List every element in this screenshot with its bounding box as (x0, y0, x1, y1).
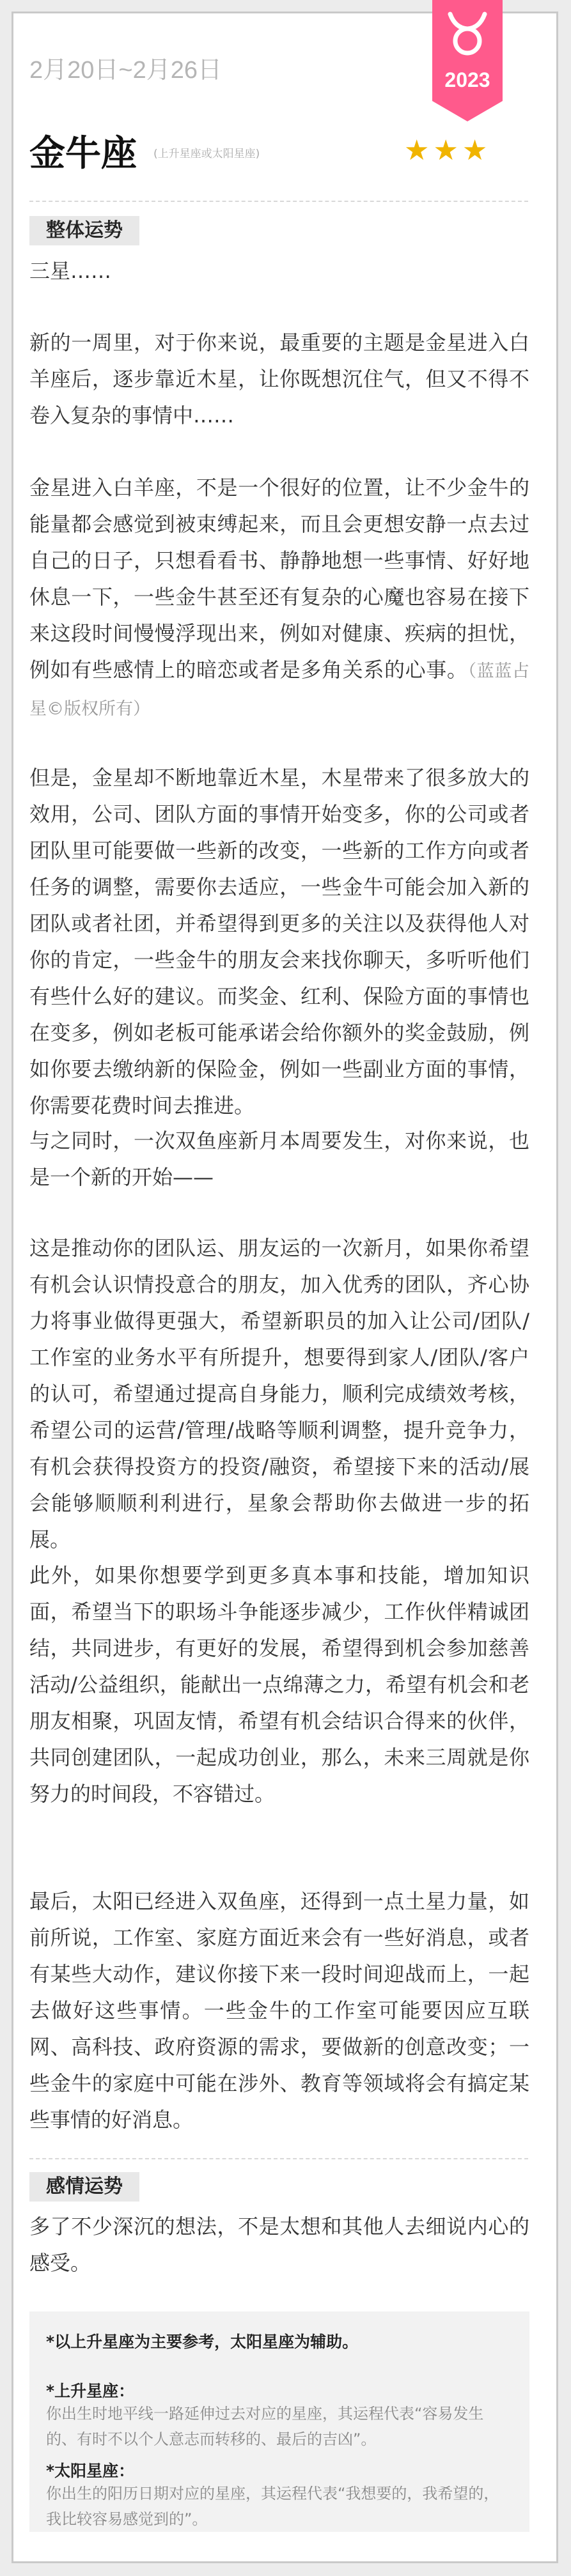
sign-subtitle: (上升星座或太阳星座) (153, 148, 260, 160)
date-range: 2月20日~2月26日 (29, 57, 222, 84)
note-main: *以上升星座为主要参考，太阳星座为辅助。 (46, 2333, 359, 2351)
overall-paragraph-7: 此外，如果你想要学到更多真本事和技能，增加知识面，希望当下的职场斗争能逐步减少，工作伙伴精诚团结，共同进步，有更好的发展，希望得到机会参加慈善活动/公益组织，能献出一点绵薄之力，希望有机会和老朋友相聚，巩固友情，希望有机会结识合得来的伙伴，共同创建团队，一起成功创业，那么，未来三周就是你努力的时间段，不容错过。 (29, 1563, 529, 1806)
overall-paragraph-1: 三星…… (29, 259, 112, 283)
section-tag-love: 感情运势 (29, 2172, 139, 2202)
overall-paragraph-8: 最后，太阳已经进入双鱼座，还得到一点土星力量，如前所说，工作室、家庭方面近来会有一些好消息，或者有某些大动作，建议你接下来一段时间迎战而上，一起去做好这些事情。一些金牛的工作室可能要因应互联网、高科技、政府资源的需求，要做新的创意改变；一些金牛的家庭中可能在涉外、教育等领域将会有搞定某些事情的好消息。 (29, 1889, 529, 2132)
note-sun-body: 你出生的阳历日期对应的星座，其运程代表“我想要的，我希望的，我比较容易感觉到的”。 (46, 2485, 499, 2528)
overall-paragraph-4: 但是，金星却不断地靠近木星，木星带来了很多放大的效用，公司、团队方面的事情开始变多，你的公司或者团队里可能要做一些新的改变，一些新的工作方向或者任务的调整，需要你去适应，一些金牛可能会加入新的团队或者社团，并希望得到更多的关注以及获得他人对你的肯定，一些金牛的朋友会来找你聊天，多听听他们有些什么好的建议。而奖金、红利、保险方面的事情也在变多，例如老板可能承诺会给你额外的奖金鼓励，例如你要去缴纳新的保险金，例如一些副业方面的事情，你需要花费时间去推进。 (29, 766, 529, 1118)
note-rising-body: 你出生时地平线一路延伸过去对应的星座，其运程代表“容易发生的、有时不以个人意志而转移的、最后的吉凶”。 (46, 2405, 484, 2448)
notes-box (29, 2311, 529, 2532)
overall-paragraph-5: 与之同时，一次双鱼座新月本周要发生，对你来说，也是一个新的开始—— (29, 1129, 529, 1189)
year-ribbon-badge (432, 0, 503, 121)
divider (29, 2158, 528, 2159)
section-tag-overall: 整体运势 (29, 216, 139, 245)
star-rating: ★★★ (404, 134, 492, 167)
overall-paragraph-3-text: 金星进入白羊座，不是一个很好的位置，让不少金牛的能量都会感觉到被束缚起来，而且会更想安静一点去过自己的日子，只想看看书、静静地想一些事情、好好地休息一下，一些金牛甚至还有复杂的心魔也容易在接下来这段时间慢慢浮现出来，例如对健康、疾病的担忧，例如有些感情上的暗恋或者是多角关系的心事。 (29, 475, 529, 682)
sign-title: 金牛座 (29, 133, 137, 174)
love-paragraph: 多了不少深沉的想法，不是太想和其他人去细说内心的感受。 (29, 2214, 529, 2275)
badge-year: 2023 (444, 68, 490, 91)
overall-paragraph-3 (29, 470, 529, 727)
note-rising-heading: *上升星座： (46, 2382, 135, 2400)
copyright-note: （蓝蓝占星©版权所有） (29, 661, 529, 719)
note-sun-heading: *太阳星座： (46, 2462, 135, 2480)
overall-paragraph-2: 新的一周里，对于你来说，最重要的主题是金星进入白羊座后，逐步靠近木星，让你既想沉住气，但又不得不卷入复杂的事情中…… (29, 330, 529, 428)
overall-paragraph-6: 这是推动你的团队运、朋友运的一次新月，如果你希望有机会认识情投意合的朋友，加入优秀的团队，齐心协力将事业做得更强大，希望新职员的加入让公司/团队/工作室的业务水平有所提升，想要得到家人/团队/客户的认可，希望通过提高自身能力，顺利完成绩效考核，希望公司的运营/管理/战略等顺利调整，提升竞争力，有机会获得投资方的投资/融资，希望接下来的活动/展会能够顺顺利利进行，星象会帮助你去做进一步的拓展。 (29, 1236, 529, 1552)
divider (29, 201, 528, 202)
